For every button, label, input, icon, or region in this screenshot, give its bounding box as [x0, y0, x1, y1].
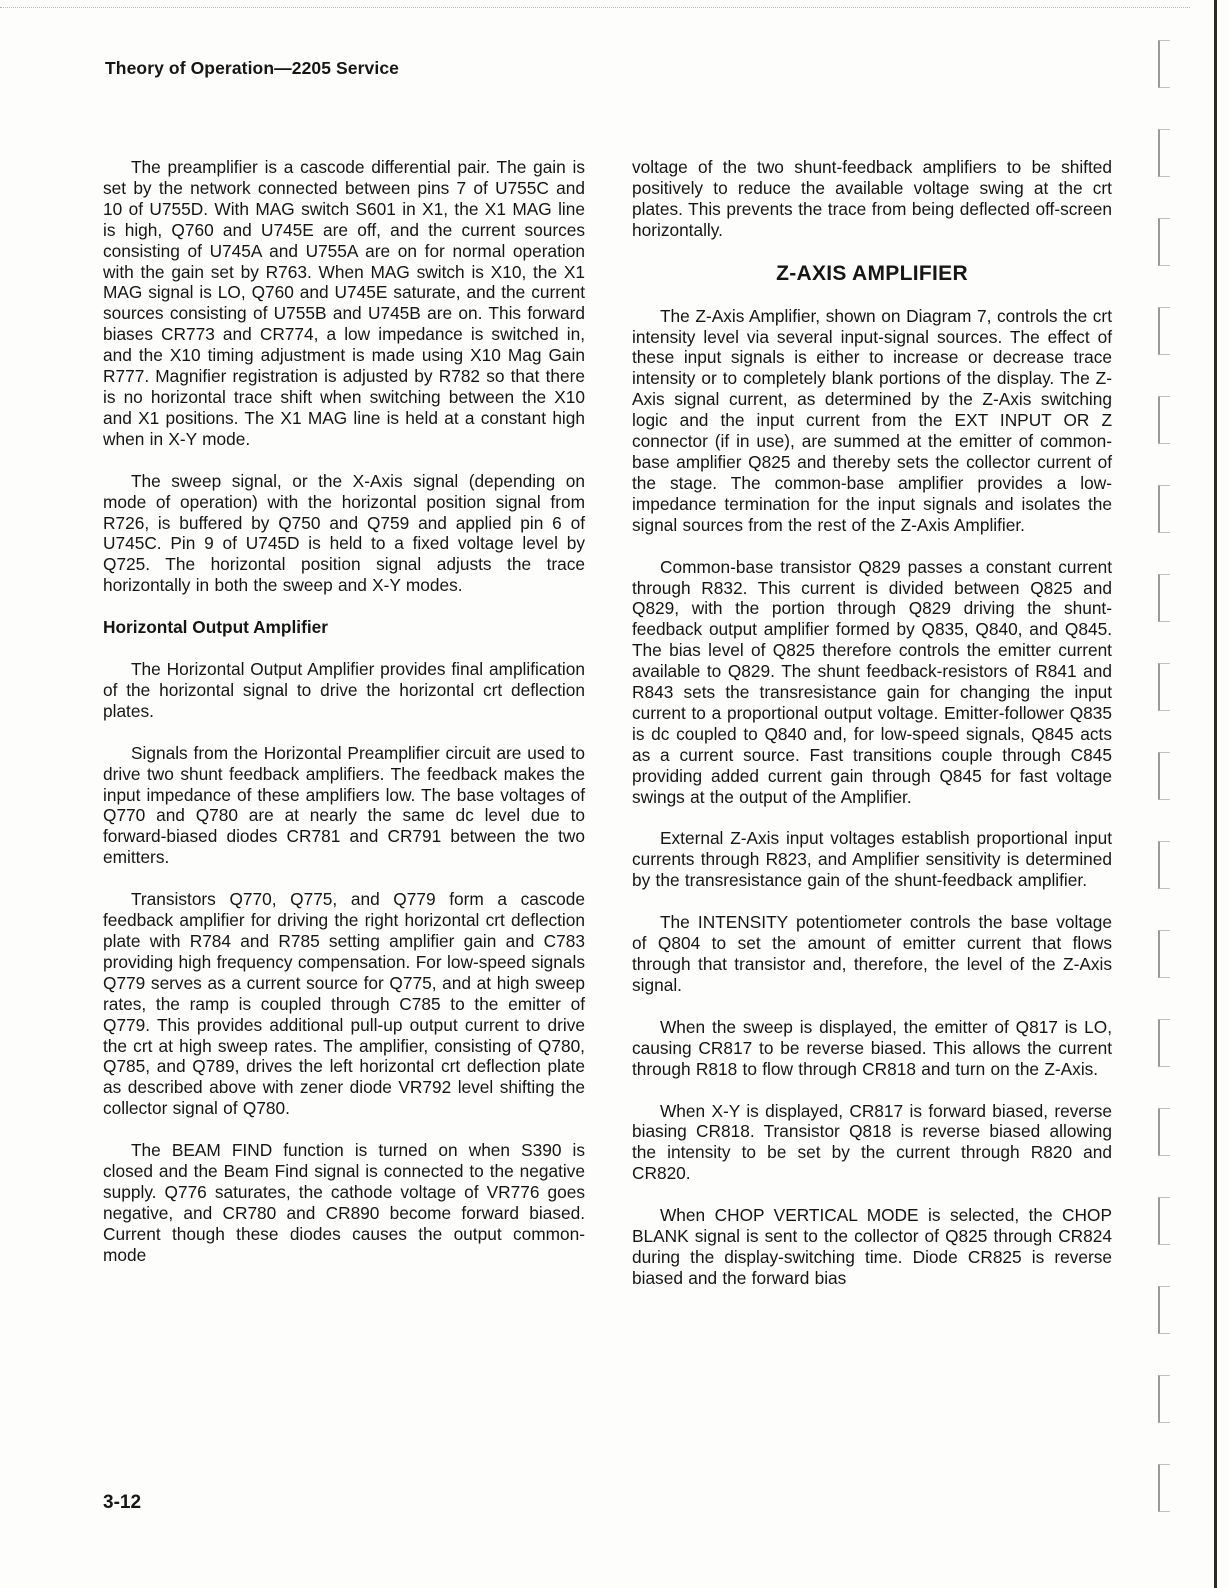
- binding-mark: [1158, 752, 1170, 800]
- binding-mark: [1158, 841, 1170, 889]
- binding-mark: [1158, 485, 1170, 533]
- binding-mark: [1158, 396, 1170, 444]
- page-number: 3-12: [103, 1492, 142, 1513]
- top-scan-rule: [0, 7, 1190, 8]
- binding-mark: [1158, 129, 1170, 177]
- paragraph-output-amplifier-intro: The Horizontal Output Amplifier provides final amplification of the horizontal signal to drive the horizontal crt deflection plates.: [103, 659, 585, 721]
- paragraph-chop-mode: When CHOP VERTICAL MODE is selected, the CHOP BLANK signal is sent to the collector of Q825 through CR824 during the display-switching time. Diode CR825 is reverse biased and the forward bias: [632, 1205, 1112, 1288]
- left-column: [103, 157, 585, 1287]
- binding-mark: [1158, 1108, 1170, 1156]
- paragraph-external-z-axis: External Z-Axis input voltages establish proportional input currents through R823, and Amplifier sensitivity is determined by the transresistance gain of the shunt-feedback amplifier.: [632, 828, 1112, 891]
- binding-mark: [1158, 1375, 1170, 1423]
- page-edge-line: [1214, 0, 1217, 1588]
- subheading-horizontal-output-amplifier: Horizontal Output Amplifier: [103, 617, 328, 638]
- paragraph-common-base: Common-base transistor Q829 passes a constant current through R832. This current is divided between Q825 and Q829, with the portion through Q829 driving the shunt-feedback output amplifier formed by Q835, Q840, and Q845. The bias level of Q825 therefore controls the emitter current available to Q829. The shunt feedback-resistors of R841 and R843 sets the transresistance gain for changing the input current to a proportional output voltage. Emitter-follower Q835 is dc coupled to Q840 and, for low-speed signals, Q845 acts as a current source. Fast transitions couple through C845 providing added current gain through Q845 for fast voltage swings at the output of the Amplifier.: [632, 556, 1112, 807]
- binding-mark: [1158, 663, 1170, 711]
- paragraph-z-axis-intro: The Z-Axis Amplifier, shown on Diagram 7, controls the crt intensity level via several input-signal sources. The effect of these input signals is either to increase or decrease trace intensity or to completely blank portions of the display. The Z-Axis signal current, as determined by the Z-Axis switching logic and the input current from the EXT INPUT OR Z connector (if in use), are summed at the emitter of common-base amplifier Q825 and thereby sets the collector current of the stage. The common-base amplifier provides a low-impedance termination for the input signals and isolates the signal sources from the rest of the Z-Axis Amplifier.: [632, 305, 1112, 535]
- binding-mark: [1158, 574, 1170, 622]
- paragraph-preamplifier: The preamplifier is a cascode differential pair. The gain is set by the network connected between pins 7 of U755C and 10 of U755D. With MAG switch S601 in X1, the X1 MAG line is high, Q760 and U745E are off, and the current sources consisting of U745A and U755A are on for normal operation with the gain set by R763. When MAG switch is X10, the X1 MAG signal is LO, Q760 and U745E saturate, and the current sources consisting of U755B and U745B are on. This forward biases CR773 and CR774, a low impedance is switched in, and the X10 timing adjustment is made using X10 Mag Gain R777. Magnifier registration is adjusted by R782 so that there is no horizontal trace shift when switching between the X10 and X1 positions. The X1 MAG line is held at a constant high when in X-Y mode.: [103, 157, 585, 449]
- paragraph-sweep-displayed: When the sweep is displayed, the emitter of Q817 is LO, causing CR817 to be reverse biased. This allows the current through R818 to flow through CR818 and turn on the Z-Axis.: [632, 1016, 1112, 1079]
- right-column: [632, 157, 1112, 1310]
- binding-mark: [1158, 930, 1170, 978]
- paragraph-xy-displayed: When X-Y is displayed, CR817 is forward biased, reverse biasing CR818. Transistor Q818 is reverse biased allowing the intensity to be set by the current through R820 and CR820.: [632, 1100, 1112, 1184]
- binding-mark: [1158, 1286, 1170, 1334]
- binding-mark: [1158, 1197, 1170, 1245]
- paragraph-sweep-signal: The sweep signal, or the X-Axis signal (depending on mode of operation) with the horizontal position signal from R726, is buffered by Q750 and Q759 and applied pin 6 of U745C. Pin 9 of U745D is held to a fixed voltage level by Q725. The horizontal position signal adjusts the trace horizontally in both the sweep and X-Y modes.: [103, 470, 585, 596]
- binding-hole-marks: [1152, 40, 1182, 1550]
- paragraph-cascode-transistors: Transistors Q770, Q775, and Q779 form a cascode feedback amplifier for driving the right horizontal crt deflection plate with R784 and R785 setting amplifier gain and C783 providing high frequency compensation. For low-speed signals Q779 serves as a current source for Q775, and at high sweep rates, the ramp is coupled through C785 to the emitter of Q779. This provides additional pull-up output current to drive the crt at high sweep rates. The amplifier, consisting of Q780, Q785, and Q789, drives the left horizontal crt deflection plate as described above with zener diode VR792 level shifting the collector signal of Q780.: [103, 889, 585, 1119]
- binding-mark: [1158, 218, 1170, 266]
- section-title-z-axis: Z-AXIS AMPLIFIER: [776, 261, 968, 285]
- paragraph-continued: voltage of the two shunt-feedback amplifiers to be shifted positively to reduce the available voltage swing at the crt plates. This prevents the trace from being deflected off-screen horizontally.: [632, 157, 1112, 240]
- page-header: Theory of Operation—2205 Service: [105, 58, 400, 78]
- paragraph-beam-find: The BEAM FIND function is turned on when S390 is closed and the Beam Find signal is connected to the negative supply. Q776 saturates, the cathode voltage of VR776 goes negative, and CR780 and CR890 become forward biased. Current though these diodes causes the output common-mode: [103, 1140, 585, 1265]
- binding-mark: [1158, 1019, 1170, 1067]
- binding-mark: [1158, 40, 1170, 88]
- binding-mark: [1158, 1464, 1170, 1512]
- paragraph-shunt-feedback: Signals from the Horizontal Preamplifier circuit are used to drive two shunt feedback amplifiers. The feedback makes the input impedance of these amplifiers low. The base voltages of Q770 and Q780 are at nearly the same dc level due to forward-biased diodes CR781 and CR791 between the two emitters.: [103, 742, 585, 868]
- binding-mark: [1158, 307, 1170, 355]
- paragraph-intensity: The INTENSITY potentiometer controls the base voltage of Q804 to set the amount of emitter current that flows through that transistor and, therefore, the level of the Z-Axis signal.: [632, 912, 1112, 995]
